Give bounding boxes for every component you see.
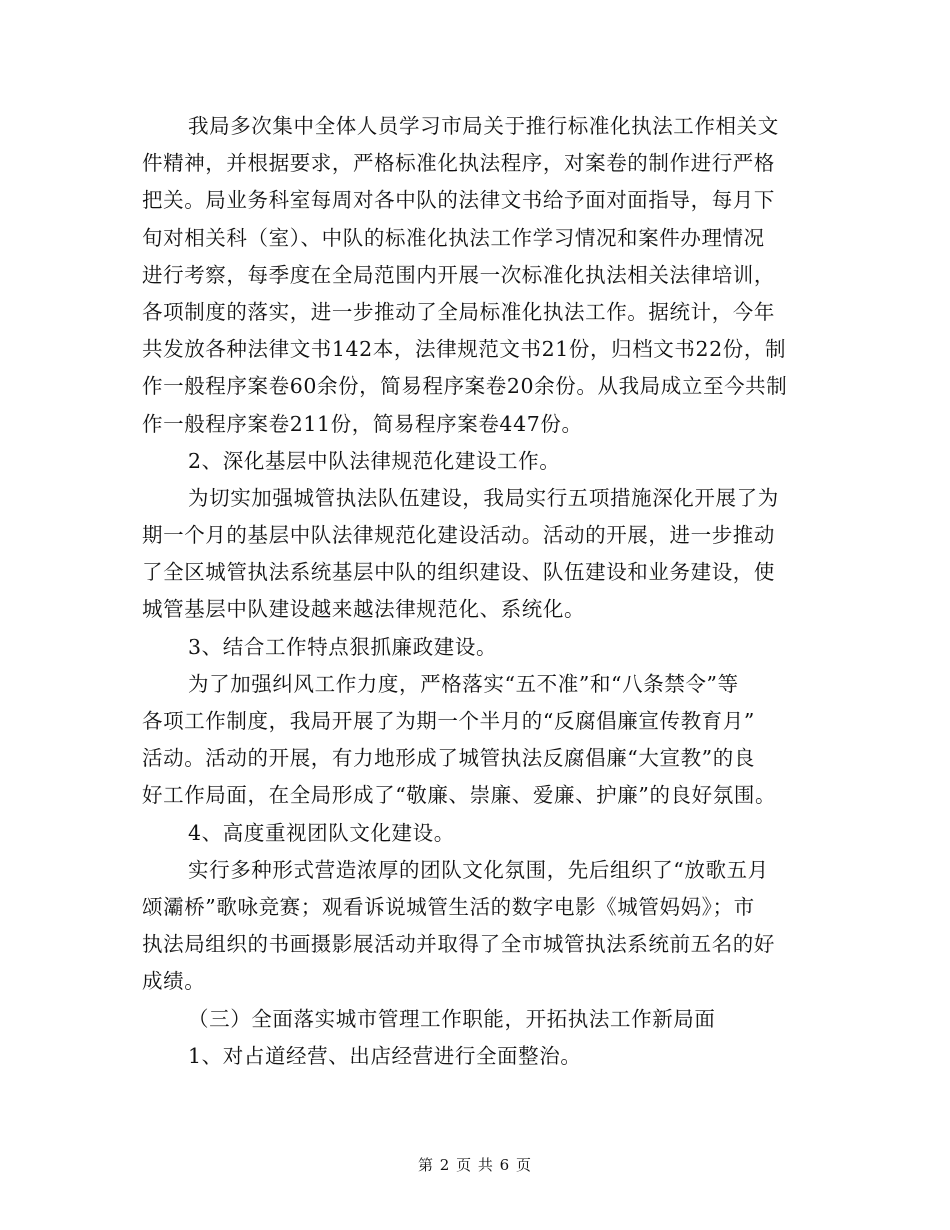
page-number-footer: 第 2 页 共 6 页 — [418, 1156, 532, 1174]
text-line: 各项工作制度，我局开展了为期一个半月的“反腐倡廉宣传教育月” — [142, 709, 755, 733]
text-line: 为了加强纠风工作力度，严格落实“五不准”和“八条禁令”等 — [188, 671, 739, 696]
text-line: 作一般程序案卷60余份，简易程序案卷20余份。从我局成立至今共制 — [142, 374, 788, 399]
section-heading: （三）全面落实城市管理工作职能，开拓执法工作新局面 — [188, 1006, 716, 1031]
text-line: 了全区城管执法系统基层中队的组织建设、队伍建设和业务建设，使 — [142, 560, 775, 585]
text-line: 共发放各种法律文书142本，法律规范文书21份，归档文书22份，制 — [142, 337, 787, 362]
text-line: 好工作局面，在全局形成了“敬廉、崇廉、爱廉、护廉”的良好氛围。 — [142, 783, 777, 808]
text-line: 执法局组织的书画摄影展活动并取得了全市城管执法系统前五名的好 — [142, 932, 775, 957]
text-line: 旬对相关科（室）、中队的标准化执法工作学习情况和案件办理情况 — [142, 225, 765, 250]
document-body — [142, 108, 810, 1075]
text-line: 进行考察，每季度在全局范围内开展一次标准化执法相关法律培训， — [142, 262, 775, 287]
text-line: 实行多种形式营造浓厚的团队文化氛围，先后组织了“放歌五月 — [188, 857, 769, 882]
text-line: 活动。活动的开展，有力地形成了城管执法反腐倡廉“大宣教”的良 — [142, 746, 755, 771]
text-line: 件精神，并根据要求，严格标准化执法程序，对案卷的制作进行严格 — [142, 151, 775, 176]
text-line: 城管基层中队建设越来越法律规范化、系统化。 — [142, 597, 586, 622]
text-line: 各项制度的落实，进一步推动了全局标准化执法工作。据统计，今年 — [142, 299, 775, 324]
section-heading: 4、高度重视团队文化建设。 — [188, 820, 455, 845]
text-line: 为切实加强城管执法队伍建设，我局实行五项措施深化开展了为 — [188, 485, 779, 510]
section-heading: 2、深化基层中队法律规范化建设工作。 — [188, 448, 561, 473]
section-heading: 3、结合工作特点狠抓廉政建设。 — [188, 634, 498, 659]
text-line: 颂灞桥”歌咏竞赛；观看诉说城管生活的数字电影《城管妈妈》；市 — [142, 894, 755, 919]
text-line: 期一个月的基层中队法律规范化建设活动。活动的开展，进一步推动 — [142, 523, 775, 548]
text-line: 成绩。 — [142, 969, 206, 994]
section-heading: 1、对占道经营、出店经营进行全面整治。 — [188, 1043, 582, 1068]
text-line: 作一般程序案卷211份，简易程序案卷447份。 — [142, 411, 583, 436]
text-line: 把关。局业务科室每周对各中队的法律文书给予面对面指导，每月下 — [142, 188, 775, 213]
text-line: 我局多次集中全体人员学习市局关于推行标准化执法工作相关文 — [188, 114, 779, 138]
